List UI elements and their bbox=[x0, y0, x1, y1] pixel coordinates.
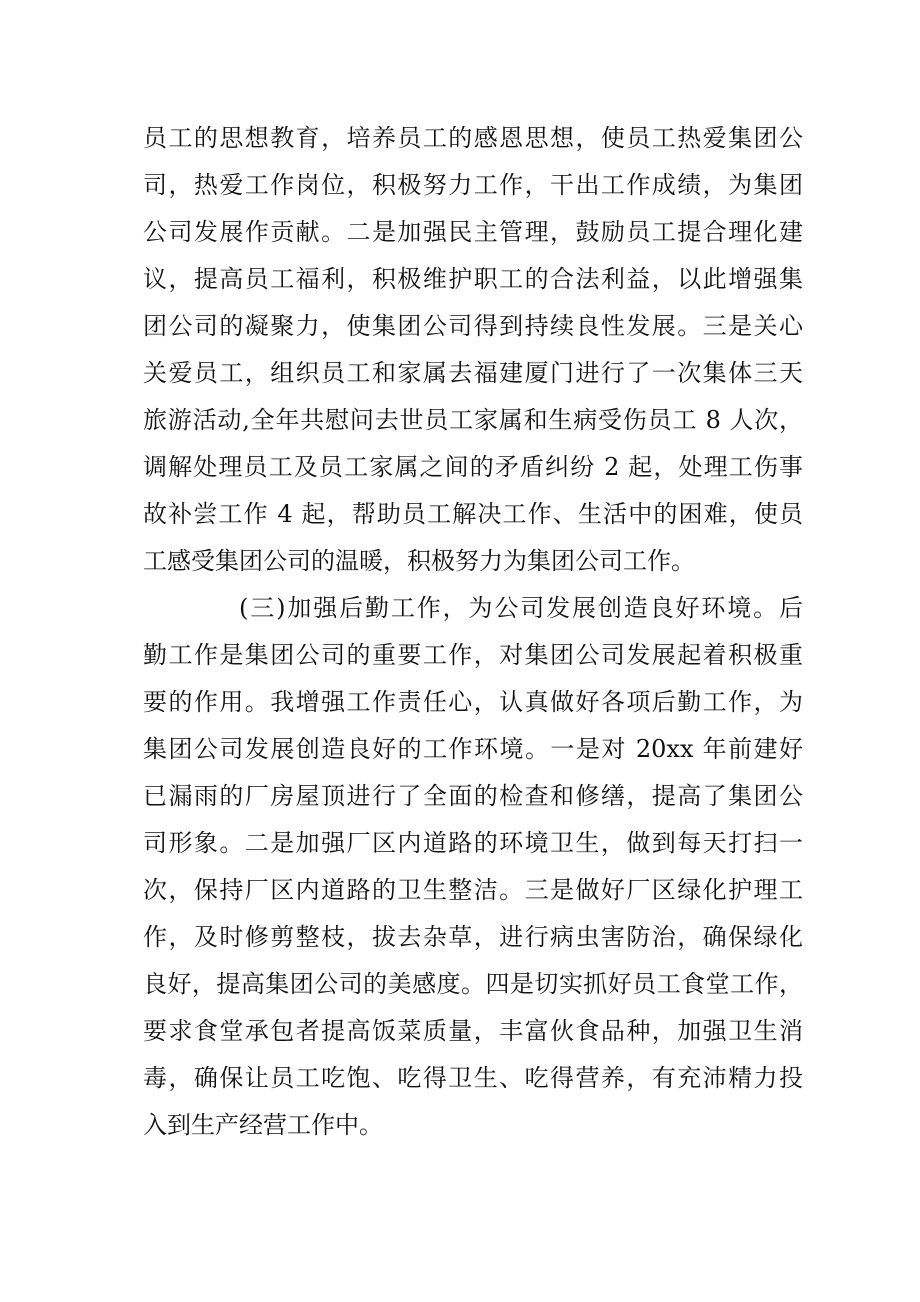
text-line: 司形象。二是加强厂区内道路的环境卫生，做到每天打扫一 bbox=[143, 829, 803, 857]
text-line: 要求食堂承包者提高饭菜质量，丰富伙食品种，加强卫生消 bbox=[143, 1017, 803, 1045]
text-line: 关爱员工，组织员工和家属去福建厦门进行了一次集体三天 bbox=[143, 359, 803, 387]
text-line: 公司发展作贡献。二是加强民主管理，鼓励员工提合理化建 bbox=[143, 218, 803, 246]
text-line: 良好，提高集团公司的美感度。四是切实抓好员工食堂工作， bbox=[143, 970, 803, 998]
paragraph-end-line: 入到生产经营工作中。 bbox=[143, 1111, 383, 1139]
text-line: 毒，确保让员工吃饱、吃得卫生、吃得营养，有充沛精力投 bbox=[143, 1064, 803, 1092]
text-line: 已漏雨的厂房屋顶进行了全面的检查和修缮，提高了集团公 bbox=[143, 782, 803, 810]
paragraph-end-line: 工感受集团公司的温暖，积极努力为集团公司工作。 bbox=[143, 547, 695, 575]
text-line: 议，提高员工福利，积极维护职工的合法利益，以此增强集 bbox=[143, 265, 803, 293]
text-line: 员工的思想教育，培养员工的感恩思想，使员工热爱集团公 bbox=[143, 124, 803, 152]
text-line: 调解处理员工及员工家属之间的矛盾纠纷 2 起，处理工伤事 bbox=[143, 453, 803, 481]
text-line: 勤工作是集团公司的重要工作，对集团公司发展起着积极重 bbox=[143, 641, 803, 669]
text-line: 旅游活动,全年共慰问去世员工家属和生病受伤员工 8 人次， bbox=[143, 406, 803, 434]
text-line: 次，保持厂区内道路的卫生整洁。三是做好厂区绿化护理工 bbox=[143, 876, 803, 904]
document-body bbox=[143, 115, 803, 1149]
text-line: 集团公司发展创造良好的工作环境。一是对 20xx 年前建好 bbox=[143, 735, 803, 763]
text-line: 司，热爱工作岗位，积极努力工作，干出工作成绩，为集团 bbox=[143, 171, 803, 199]
text-line: 团公司的凝聚力，使集团公司得到持续良性发展。三是关心 bbox=[143, 312, 803, 340]
text-line: 故补尝工作 4 起，帮助员工解决工作、生活中的困难，使员 bbox=[143, 500, 803, 528]
section-heading-line: (三)加强后勤工作，为公司发展创造良好环境。后 bbox=[239, 594, 803, 622]
text-line: 要的作用。我增强工作责任心，认真做好各项后勤工作，为 bbox=[143, 688, 803, 716]
text-line: 作，及时修剪整枝，拔去杂草，进行病虫害防治，确保绿化 bbox=[143, 923, 803, 951]
